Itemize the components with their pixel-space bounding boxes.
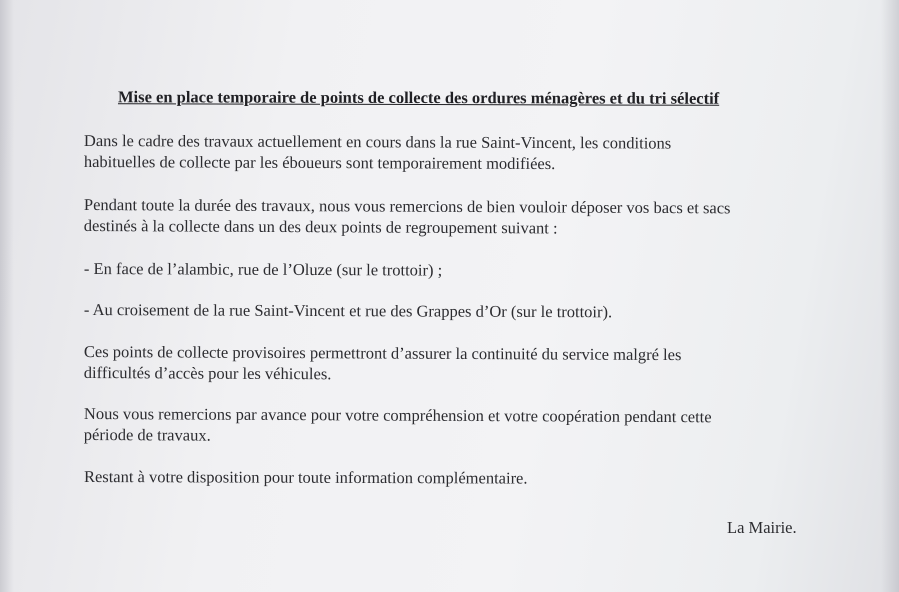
paragraph-instructions	[84, 194, 731, 239]
paragraph-intro	[84, 130, 671, 175]
paragraph-instructions-line-2: destinés à la collecte dans un des deux points de regroupement suivant :	[83, 215, 558, 238]
closing-line: Restant à votre disposition pour toute information complémentaire.	[83, 467, 528, 488]
paragraph-intro-line-1: Dans le cadre des travaux actuellement en cours dans la rue Saint-Vincent, les conditions	[83, 130, 672, 153]
paragraph-continuity-line-2: difficultés d’accès pour les véhicules.	[83, 362, 332, 384]
paragraph-continuity	[84, 341, 682, 386]
collection-point-2: - Au croisement de la rue Saint-Vincent et rue des Grappes d’Or (sur le trottoir).	[83, 300, 613, 322]
collection-point-1: - En face de l’alambic, rue de l’Oluze (sur le trottoir) ;	[83, 259, 443, 280]
paragraph-thanks-line-1: Nous vous remercions par avance pour votre compréhension et votre coopération pendant cette	[83, 404, 712, 427]
paragraph-instructions-line-1: Pendant toute la durée des travaux, nous vous remercions de bien vouloir déposer vos bacs et sacs	[83, 194, 731, 218]
paragraph-continuity-line-1: Ces points de collecte provisoires permettront d’assurer la continuité du service malgré les	[83, 342, 682, 365]
right-shadow	[881, 0, 899, 592]
left-shadow	[0, 0, 14, 592]
paragraph-thanks	[84, 403, 712, 448]
signature: La Mairie.	[727, 518, 797, 537]
paragraph-intro-line-2: habituelles de collecte par les éboueurs sont temporairement modifiées.	[83, 151, 556, 174]
notice-title: Mise en place temporaire de points de collecte des ordures ménagères et du tri sélectif	[117, 87, 720, 108]
paragraph-thanks-line-2: période de travaux.	[83, 424, 211, 445]
